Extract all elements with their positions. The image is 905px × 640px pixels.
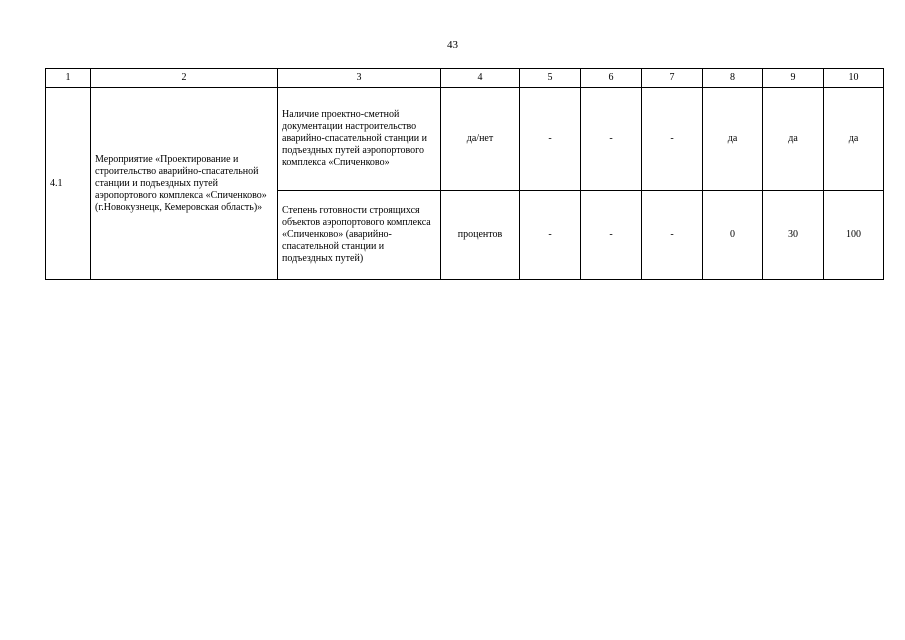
value-col-7: - xyxy=(642,88,703,191)
table-row xyxy=(46,88,884,191)
header-cell: 10 xyxy=(824,69,884,88)
value-col-7: - xyxy=(642,191,703,280)
header-cell: 5 xyxy=(520,69,581,88)
value-col-9: 30 xyxy=(763,191,824,280)
header-cell: 4 xyxy=(441,69,520,88)
value-col-6: - xyxy=(581,88,642,191)
value-col-10: 100 xyxy=(824,191,884,280)
value-col-5: - xyxy=(520,88,581,191)
table-header-row xyxy=(46,69,884,88)
header-cell: 8 xyxy=(703,69,763,88)
value-col-6: - xyxy=(581,191,642,280)
header-cell: 9 xyxy=(763,69,824,88)
indicator-name: Степень готовности строящихся объектов аэропортового комплекса «Спиченково» (аварийно-спасательной станции и подъездных путей) xyxy=(278,191,441,280)
value-col-8: да xyxy=(703,88,763,191)
value-col-9: да xyxy=(763,88,824,191)
header-cell: 3 xyxy=(278,69,441,88)
value-col-8: 0 xyxy=(703,191,763,280)
indicators-table xyxy=(45,68,884,280)
header-cell: 6 xyxy=(581,69,642,88)
page-number: 43 xyxy=(447,39,458,51)
indicator-unit: процентов xyxy=(441,191,520,280)
indicator-unit: да/нет xyxy=(441,88,520,191)
indicator-name: Наличие проектно-сметной документации настроительство аварийно-спасательной станции и подъездных путей аэропортового комплекса «Спиченково» xyxy=(278,88,441,191)
header-cell: 7 xyxy=(642,69,703,88)
row-number: 4.1 xyxy=(46,88,91,280)
value-col-10: да xyxy=(824,88,884,191)
measure-name: Мероприятие «Проектирование и строительство аварийно-спасательной станции и подъездных путей аэропортового комплекса «Спиченково» (г.Новокузнецк, Кемеровская область)» xyxy=(91,88,278,280)
header-cell: 1 xyxy=(46,69,91,88)
value-col-5: - xyxy=(520,191,581,280)
header-cell: 2 xyxy=(91,69,278,88)
